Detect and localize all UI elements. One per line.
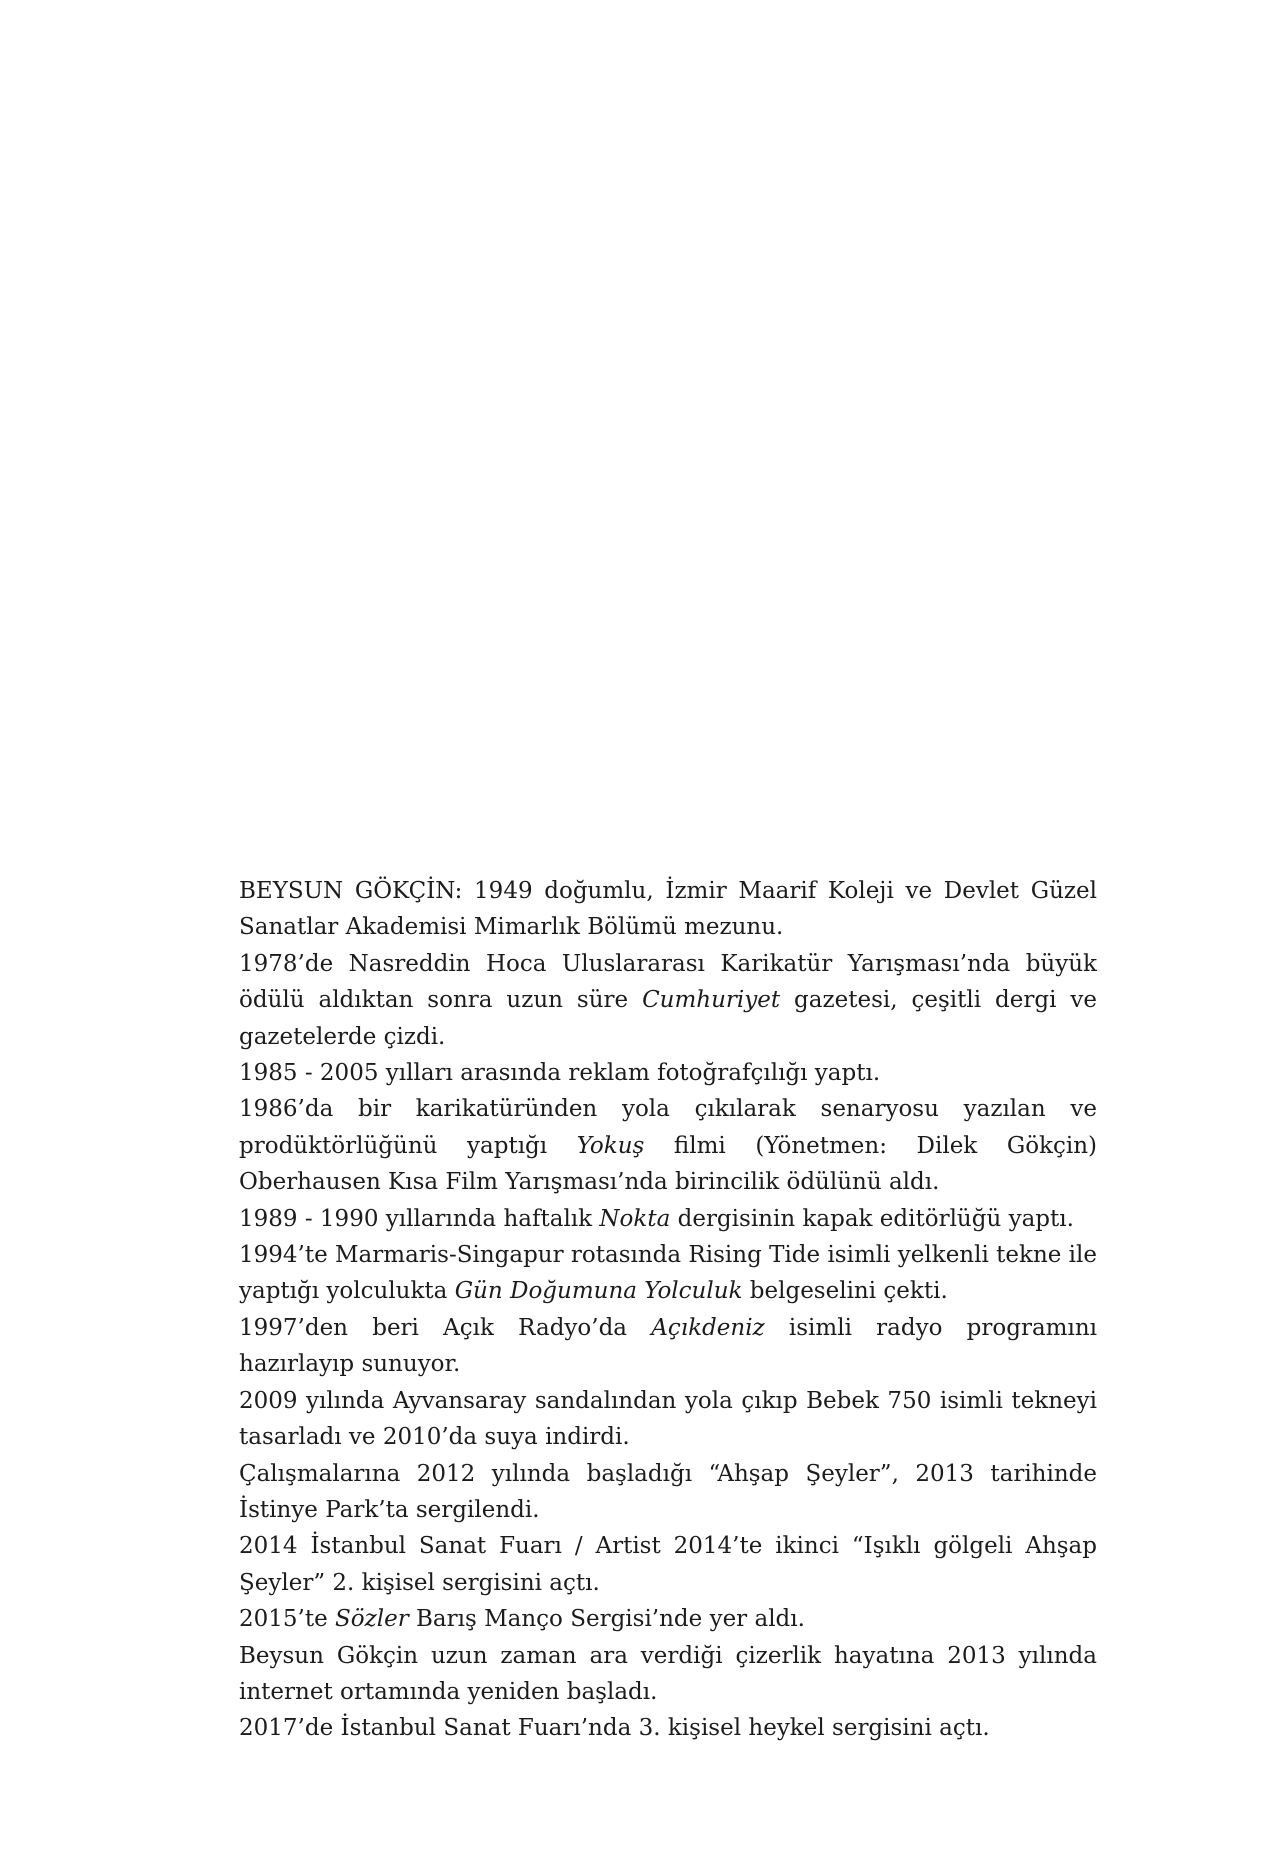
bio-text: 2014 İstanbul Sanat Fuarı / Artist 2014’te ikinci “Işıklı gölgeli Ahşap Şeyler” 2. kişisel sergisini açtı. xyxy=(239,1533,1097,1596)
bio-text: Barış Manço Sergisi’nde yer aldı. xyxy=(408,1606,805,1633)
magazine-title: Nokta xyxy=(599,1205,671,1232)
author-biography xyxy=(239,873,1097,1747)
bio-text: 1994’te Marmaris-Singapur rotasında Rising Tide isimli yelkenli tekne ile yaptığı yolculukta xyxy=(239,1242,1097,1305)
bio-paragraph xyxy=(239,1055,1097,1091)
bio-text: filmi (Yönetmen: Dilek Gökçin) Oberhausen Kısa Film Yarışması’nda birincilik ödülünü aldı. xyxy=(239,1132,1097,1196)
bio-text: 1978’de Nasreddin Hoca Uluslararası Karikatür Yarışması’nda büyük ödülü aldıktan sonra uzun süre xyxy=(239,950,1097,1014)
radio-program-title: Açıkdeniz xyxy=(651,1314,765,1341)
film-title: Yokuş xyxy=(576,1132,645,1159)
newspaper-title: Cumhuriyet xyxy=(642,987,781,1014)
bio-text: belgeselini çekti. xyxy=(742,1278,948,1305)
bio-paragraph xyxy=(239,1383,1097,1456)
bio-text: 2009 yılında Ayvansaray sandalından yola çıkıp Bebek 750 isimli tekneyi tasarladı ve 2010’da suya indirdi. xyxy=(239,1387,1097,1451)
bio-paragraph xyxy=(239,1310,1097,1383)
bio-paragraph xyxy=(239,1237,1097,1310)
bio-text: dergisinin kapak editörlüğü yaptı. xyxy=(670,1205,1074,1232)
bio-paragraph xyxy=(239,946,1097,1055)
bio-paragraph xyxy=(239,1638,1097,1711)
bio-text: BEYSUN GÖKÇİN: 1949 doğumlu, İzmir Maarif Koleji ve Devlet Güzel Sanatlar Akademisi Mimarlık Bölümü mezunu. xyxy=(239,878,1097,941)
bio-paragraph xyxy=(239,1710,1097,1746)
bio-text: gazetesi, çeşitli dergi ve gazetelerde çizdi. xyxy=(239,987,1097,1050)
bio-paragraph xyxy=(239,1201,1097,1237)
bio-text: 1985 - 2005 yılları arasında reklam fotoğrafçılığı yaptı. xyxy=(239,1060,881,1087)
bio-paragraph xyxy=(239,1528,1097,1601)
exhibition-title: Sözler xyxy=(335,1606,409,1633)
bio-text: 1986’da bir karikatüründen yola çıkılarak senaryosu yazılan ve prodüktörlüğünü yaptığı xyxy=(239,1096,1097,1159)
bio-text: 1989 - 1990 yıllarında haftalık xyxy=(239,1205,600,1232)
bio-paragraph xyxy=(239,1091,1097,1200)
documentary-title: Gün Doğumuna Yolculuk xyxy=(454,1278,743,1305)
bio-paragraph xyxy=(239,873,1097,946)
bio-text: Çalışmalarına 2012 yılında başladığı “Ahşap Şeyler”, 2013 tarihinde İstinye Park’ta sergilendi. xyxy=(239,1460,1097,1523)
bio-paragraph xyxy=(239,1456,1097,1529)
bio-text: 1997’den beri Açık Radyo’da xyxy=(239,1314,652,1341)
bio-text: Beysun Gökçin uzun zaman ara verdiği çizerlik hayatına 2013 yılında internet ortamında yeniden başladı. xyxy=(239,1642,1097,1705)
bio-text: isimli radyo programını hazırlayıp sunuyor. xyxy=(239,1314,1098,1378)
bio-text: 2017’de İstanbul Sanat Fuarı’nda 3. kişisel heykel sergisini açtı. xyxy=(239,1715,990,1742)
bio-paragraph xyxy=(239,1601,1097,1637)
bio-text: 2015’te xyxy=(239,1606,336,1633)
